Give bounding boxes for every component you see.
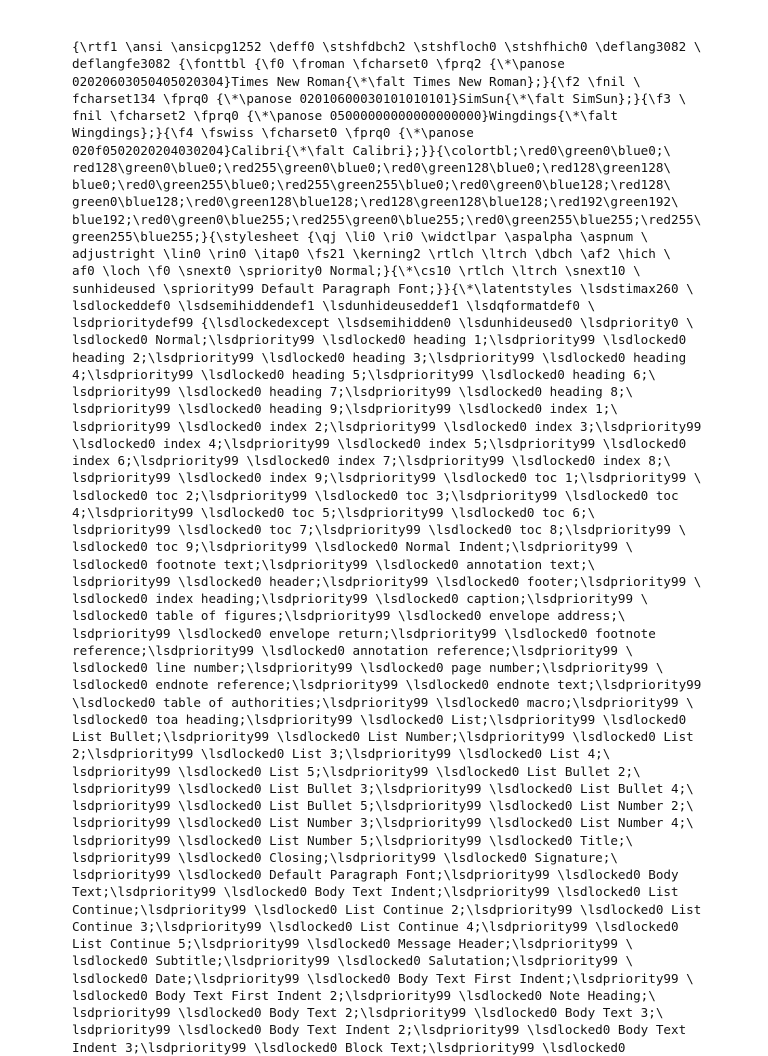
- text-line: reference;\lsdpriority99 \lsdlocked0 annotation reference;\lsdpriority99 \: [72, 642, 634, 658]
- text-line: \lsdlocked0 index 4;\lsdpriority99 \lsdlocked0 index 5;\lsdpriority99 \lsdlocked0: [72, 435, 687, 451]
- text-line: lsdpriority99 \lsdlocked0 index 9;\lsdpriority99 \lsdlocked0 toc 1;\lsdpriority99 \: [72, 470, 702, 486]
- text-line: lsdpriority99 \lsdlocked0 index 2;\lsdpriority99 \lsdlocked0 index 3;\lsdpriority99: [72, 418, 702, 434]
- text-line: lsdpriority99 \lsdlocked0 Body Text Indent 2;\lsdpriority99 \lsdlocked0 Body Text: [72, 1022, 687, 1038]
- text-line: {\rtf1 \ansi \ansicpg1252 \deff0 \stshfdbch2 \stshfloch0 \stshfhich0 \deflang3082 \: [72, 39, 702, 54]
- text-line: \lsdlocked0 table of authorities;\lsdpriority99 \lsdlocked0 macro;\lsdpriority99 \: [72, 694, 694, 710]
- text-line: lsdlocked0 toc 9;\lsdpriority99 \lsdlocked0 Normal Indent;\lsdpriority99 \: [72, 539, 634, 555]
- text-line: af0 \loch \f0 \snext0 \spriority0 Normal;}{\*\cs10 \rtlch \ltrch \snext10 \: [72, 263, 641, 279]
- text-line: Wingdings};}{\f4 \fswiss \fcharset0 \fprq0 {\*\panose: [72, 125, 474, 141]
- text-line: lsdpriority99 \lsdlocked0 Body Text 2;\lsdpriority99 \lsdlocked0 Body Text 3;\: [72, 1005, 664, 1020]
- rtf-source-text: [72, 38, 702, 1056]
- text-line: 4;\lsdpriority99 \lsdlocked0 heading 5;\lsdpriority99 \lsdlocked0 heading 6;\: [72, 366, 656, 382]
- text-line: green255\blue255;}{\stylesheet {\qj \li0 \ri0 \widctlpar \aspalpha \aspnum \: [72, 228, 649, 244]
- text-line: lsdpriority99 \lsdlocked0 List Number 3;\lsdpriority99 \lsdlocked0 List Number 4;\: [72, 815, 694, 831]
- text-line: lsdpriority99 \lsdlocked0 List Number 5;\lsdpriority99 \lsdlocked0 Title;\: [72, 832, 634, 848]
- text-line: List Bullet;\lsdpriority99 \lsdlocked0 List Number;\lsdpriority99 \lsdlocked0 List: [72, 729, 694, 744]
- text-line: deflangfe3082 {\fonttbl {\f0 \froman \fcharset0 \fprq2 {\*\panose: [72, 56, 565, 72]
- text-line: lsdpriority99 \lsdlocked0 Closing;\lsdpriority99 \lsdlocked0 Signature;\: [72, 849, 618, 865]
- text-line: lsdlocked0 Body Text First Indent 2;\lsdpriority99 \lsdlocked0 Note Heading;\: [72, 987, 656, 1003]
- text-line: Continue;\lsdpriority99 \lsdlocked0 List Continue 2;\lsdpriority99 \lsdlocked0 List: [72, 901, 702, 917]
- text-line: lsdpriority99 \lsdlocked0 List Bullet 5;\lsdpriority99 \lsdlocked0 List Number 2;\: [72, 798, 694, 813]
- text-line: lsdlocked0 Subtitle;\lsdpriority99 \lsdlocked0 Salutation;\lsdpriority99 \: [72, 953, 634, 969]
- text-line: 02020603050405020304}Times New Roman{\*\falt Times New Roman};}{\f2 \fnil \: [72, 73, 641, 89]
- text-line: Continue 3;\lsdpriority99 \lsdlocked0 List Continue 4;\lsdpriority99 \lsdlocked0: [72, 918, 679, 934]
- text-line: lsdlocked0 line number;\lsdpriority99 \lsdlocked0 page number;\lsdpriority99 \: [72, 660, 664, 675]
- text-line: blue192;\red0\green0\blue255;\red255\green0\blue255;\red0\green255\blue255;\red255\: [72, 211, 702, 227]
- text-line: 020f0502020204030204}Calibri{\*\falt Calibri};}}{\colortbl;\red0\green0\blue0;\: [72, 142, 671, 158]
- text-line: 2;\lsdpriority99 \lsdlocked0 List 3;\lsdpriority99 \lsdlocked0 List 4;\: [72, 746, 611, 762]
- text-line: lsdlocked0 index heading;\lsdpriority99 \lsdlocked0 caption;\lsdpriority99 \: [72, 591, 649, 606]
- text-line: fnil \fcharset2 \fprq0 {\*\panose 05000000000000000000}Wingdings{\*\falt: [72, 108, 618, 123]
- text-line: index 6;\lsdpriority99 \lsdlocked0 index 7;\lsdpriority99 \lsdlocked0 index 8;\: [72, 453, 671, 468]
- text-line: fcharset134 \fprq0 {\*\panose 02010600030101010101}SimSun{\*\falt SimSun};}{\f3 \: [72, 90, 687, 106]
- text-line: lsdpriority99 \lsdlocked0 toc 7;\lsdpriority99 \lsdlocked0 toc 8;\lsdpriority99 \: [72, 522, 687, 537]
- text-line: lsdpriority99 \lsdlocked0 Default Paragraph Font;\lsdpriority99 \lsdlocked0 Body: [72, 867, 679, 882]
- text-line: red128\green0\blue0;\red255\green0\blue0;\red0\green128\blue0;\red128\green128\: [72, 159, 671, 175]
- text-line: lsdlocked0 endnote reference;\lsdpriority99 \lsdlocked0 endnote text;\lsdpriority99: [72, 677, 702, 693]
- text-line: lsdprioritydef99 {\lsdlockedexcept \lsdsemihidden0 \lsdunhideused0 \lsdpriority0 \: [72, 315, 694, 330]
- text-line: 4;\lsdpriority99 \lsdlocked0 toc 5;\lsdpriority99 \lsdlocked0 toc 6;\: [72, 504, 596, 520]
- text-line: List Continue 5;\lsdpriority99 \lsdlocked0 Message Header;\lsdpriority99 \: [72, 936, 634, 951]
- text-line: heading 2;\lsdpriority99 \lsdlocked0 heading 3;\lsdpriority99 \lsdlocked0 heading: [72, 349, 687, 365]
- text-line: lsdpriority99 \lsdlocked0 heading 7;\lsdpriority99 \lsdlocked0 heading 8;\: [72, 384, 634, 399]
- text-line: lsdlocked0 Normal;\lsdpriority99 \lsdlocked0 heading 1;\lsdpriority99 \lsdlocked0: [72, 332, 687, 348]
- text-line: lsdlocked0 footnote text;\lsdpriority99 \lsdlocked0 annotation text;\: [72, 556, 596, 572]
- text-line: blue0;\red0\green255\blue0;\red255\green255\blue0;\red0\green0\blue128;\red128\: [72, 177, 671, 192]
- text-line: lsdpriority99 \lsdlocked0 List Bullet 3;\lsdpriority99 \lsdlocked0 List Bullet 4;\: [72, 780, 694, 796]
- text-line: lsdlocked0 toa heading;\lsdpriority99 \lsdlocked0 List;\lsdpriority99 \lsdlocked0: [72, 711, 687, 727]
- text-line: Indent 3;\lsdpriority99 \lsdlocked0 Block Text;\lsdpriority99 \lsdlocked0: [72, 1039, 626, 1055]
- text-line: lsdpriority99 \lsdlocked0 envelope return;\lsdpriority99 \lsdlocked0 footnote: [72, 625, 656, 641]
- text-line: lsdlocked0 Date;\lsdpriority99 \lsdlocked0 Body Text First Indent;\lsdpriority99 \: [72, 970, 694, 986]
- text-line: lsdpriority99 \lsdlocked0 List 5;\lsdpriority99 \lsdlocked0 List Bullet 2;\: [72, 763, 641, 779]
- text-line: sunhideused \spriority99 Default Paragraph Font;}}{\*\latentstyles \lsdstimax260 \: [72, 280, 694, 296]
- text-line: lsdlocked0 table of figures;\lsdpriority99 \lsdlocked0 envelope address;\: [72, 608, 626, 624]
- text-line: green0\blue128;\red0\green128\blue128;\red128\green128\blue128;\red192\green192\: [72, 194, 679, 210]
- text-line: lsdpriority99 \lsdlocked0 heading 9;\lsdpriority99 \lsdlocked0 index 1;\: [72, 401, 618, 417]
- text-line: lsdpriority99 \lsdlocked0 header;\lsdpriority99 \lsdlocked0 footer;\lsdpriority99 \: [72, 573, 702, 589]
- text-line: Text;\lsdpriority99 \lsdlocked0 Body Text Indent;\lsdpriority99 \lsdlocked0 List: [72, 884, 679, 900]
- text-line: adjustright \lin0 \rin0 \itap0 \fs21 \kerning2 \rtlch \ltrch \dbch \af2 \hich \: [72, 246, 671, 261]
- text-line: lsdlocked0 toc 2;\lsdpriority99 \lsdlocked0 toc 3;\lsdpriority99 \lsdlocked0 toc: [72, 487, 679, 503]
- text-line: lsdlockeddef0 \lsdsemihiddendef1 \lsdunhideuseddef1 \lsdqformatdef0 \: [72, 297, 596, 313]
